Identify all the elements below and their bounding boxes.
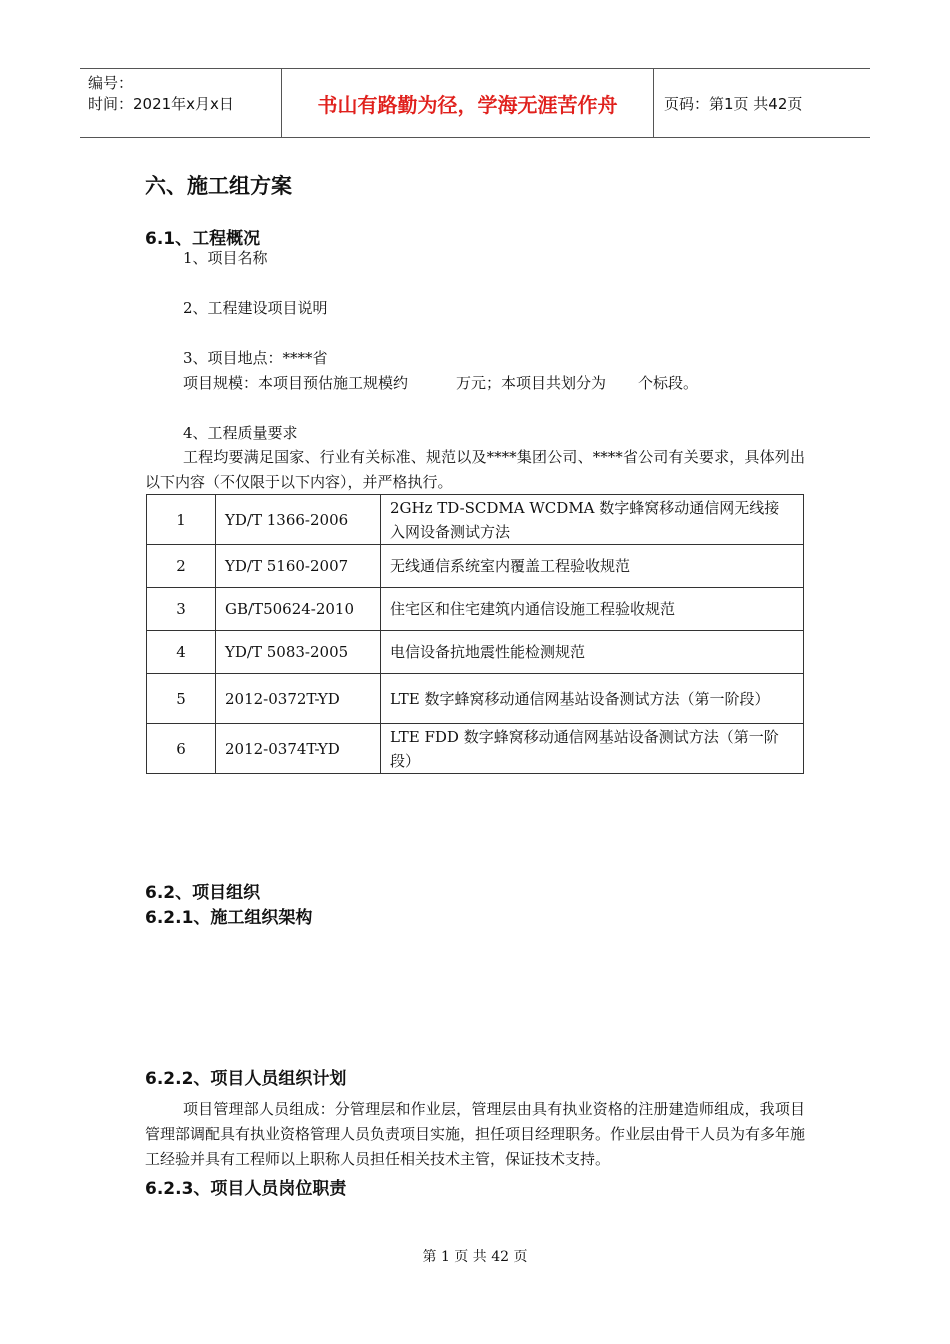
- table-row: [147, 724, 804, 774]
- std-code: YD/T 5160-2007: [216, 545, 381, 588]
- number-label: 编号：: [88, 74, 134, 92]
- heading-6-2: 6.2、项目组织: [145, 883, 261, 903]
- std-name: LTE FDD 数字蜂窝移动通信网基站设备测试方法（第一阶段）: [381, 724, 804, 774]
- item-quality: 4、工程质量要求: [183, 424, 298, 442]
- std-no: 1: [147, 495, 216, 545]
- section-title: 六、施工组方案: [145, 174, 292, 198]
- table-row: [147, 588, 804, 631]
- header-motto: 书山有路勤为径，学海无涯苦作舟: [282, 69, 654, 137]
- std-name: 住宅区和住宅建筑内通信设施工程验收规范: [381, 588, 804, 631]
- table-row: [147, 674, 804, 724]
- page-footer: 第 1 页 共 42 页: [422, 1249, 528, 1265]
- std-name: 无线通信系统室内覆盖工程验收规范: [381, 545, 804, 588]
- scale-text-a: 项目规模：本项目预估施工规模约: [183, 374, 409, 392]
- scale-text-c: 个标段。: [638, 374, 699, 392]
- quality-paragraph: 工程均要满足国家、行业有关标准、规范以及****集团公司、****省公司有关要求，具体列出以下内容（不仅限于以下内容），并严格执行。: [145, 448, 805, 491]
- table-row: [147, 631, 804, 674]
- table-row: [147, 495, 804, 545]
- std-name: 电信设备抗地震性能检测规范: [381, 631, 804, 674]
- project-scale-line: [183, 371, 698, 396]
- std-code: GB/T50624-2010: [216, 588, 381, 631]
- header-meta: [80, 69, 282, 137]
- std-name: LTE 数字蜂窝移动通信网基站设备测试方法（第一阶段）: [381, 674, 804, 724]
- header-page-info: 页码：第1页 共42页: [664, 94, 803, 113]
- std-no: 4: [147, 631, 216, 674]
- std-name: 2GHz TD-SCDMA WCDMA 数字蜂窝移动通信网无线接入网设备测试方法: [381, 495, 804, 545]
- table-row: [147, 545, 804, 588]
- std-no: 2: [147, 545, 216, 588]
- item-project-location: 3、项目地点：****省: [183, 349, 328, 367]
- heading-6-2-3: 6.2.3、项目人员岗位职责: [145, 1179, 347, 1199]
- heading-6-1: 6.1、工程概况: [145, 229, 261, 249]
- std-no: 6: [147, 724, 216, 774]
- heading-6-2-1: 6.2.1、施工组织架构: [145, 908, 313, 928]
- std-code: YD/T 1366-2006: [216, 495, 381, 545]
- standards-table: [146, 494, 804, 774]
- std-no: 5: [147, 674, 216, 724]
- scale-text-b: 万元；本项目共划分为: [456, 374, 607, 392]
- std-code: 2012-0372T-YD: [216, 674, 381, 724]
- staffing-paragraph: 项目管理部人员组成：分管理层和作业层，管理层由具有执业资格的注册建造师组成，我项目管理部调配具有执业资格管理人员负责项目实施，担任项目经理职务。作业层由骨干人员为有多年施工经验并具有工程师以上职称人员担任相关技术主管，保证技术支持。: [145, 1100, 806, 1168]
- std-code: 2012-0374T-YD: [216, 724, 381, 774]
- time-label: 时间：2021年x月x日: [88, 95, 234, 113]
- std-no: 3: [147, 588, 216, 631]
- heading-6-2-2: 6.2.2、项目人员组织计划: [145, 1069, 347, 1089]
- page-header: [80, 68, 870, 138]
- item-project-desc: 2、工程建设项目说明: [183, 299, 328, 317]
- std-code: YD/T 5083-2005: [216, 631, 381, 674]
- item-project-name: 1、项目名称: [183, 249, 268, 267]
